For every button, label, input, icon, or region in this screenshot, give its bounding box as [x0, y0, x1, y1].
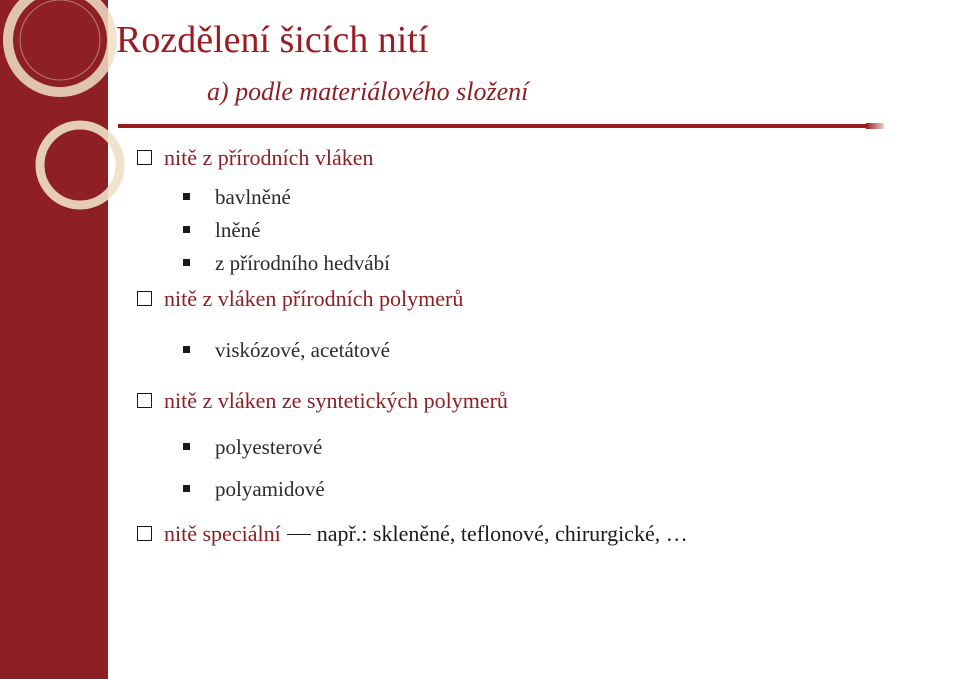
item-text: lněné [215, 218, 261, 242]
group-label: nitě z vláken přírodních polymerů [164, 286, 464, 311]
item-text: bavlněné [215, 185, 291, 209]
group-label: nitě z vláken ze syntetických polymerů [164, 388, 508, 413]
group-synthetic-polymers [137, 387, 508, 415]
title-divider-fade [866, 123, 884, 129]
square-bullet-icon [183, 485, 190, 492]
list-item [183, 433, 322, 461]
square-bullet-icon [183, 226, 190, 233]
square-bullet-icon [183, 193, 190, 200]
checkbox-bullet-icon [137, 526, 152, 541]
slide-title: Rozdělení šicích nití [116, 19, 429, 61]
group-special [137, 520, 688, 548]
group-label: nitě speciální [164, 521, 281, 546]
list-item [183, 475, 325, 503]
item-text: polyesterové [215, 435, 323, 459]
item-text: viskózové, acetátové [215, 338, 390, 362]
square-bullet-icon [183, 443, 190, 450]
slide-subtitle: a) podle materiálového složení [207, 77, 529, 106]
square-bullet-icon [183, 259, 190, 266]
square-bullet-icon [183, 346, 190, 353]
group-label: nitě z přírodních vláken [164, 145, 374, 170]
list-item [183, 249, 390, 277]
checkbox-bullet-icon [137, 393, 152, 408]
list-item [183, 336, 390, 364]
special-note: např.: skleněné, teflonové, chirurgické, … [316, 521, 688, 546]
list-item [183, 216, 260, 244]
group-natural-fibers [137, 144, 374, 172]
item-text: polyamidové [215, 477, 325, 501]
dash-separator [287, 534, 311, 536]
checkbox-bullet-icon [137, 150, 152, 165]
group-natural-polymers [137, 285, 463, 313]
checkbox-bullet-icon [137, 291, 152, 306]
item-text: z přírodního hedvábí [215, 251, 390, 275]
list-item [183, 183, 291, 211]
title-divider [118, 124, 882, 128]
